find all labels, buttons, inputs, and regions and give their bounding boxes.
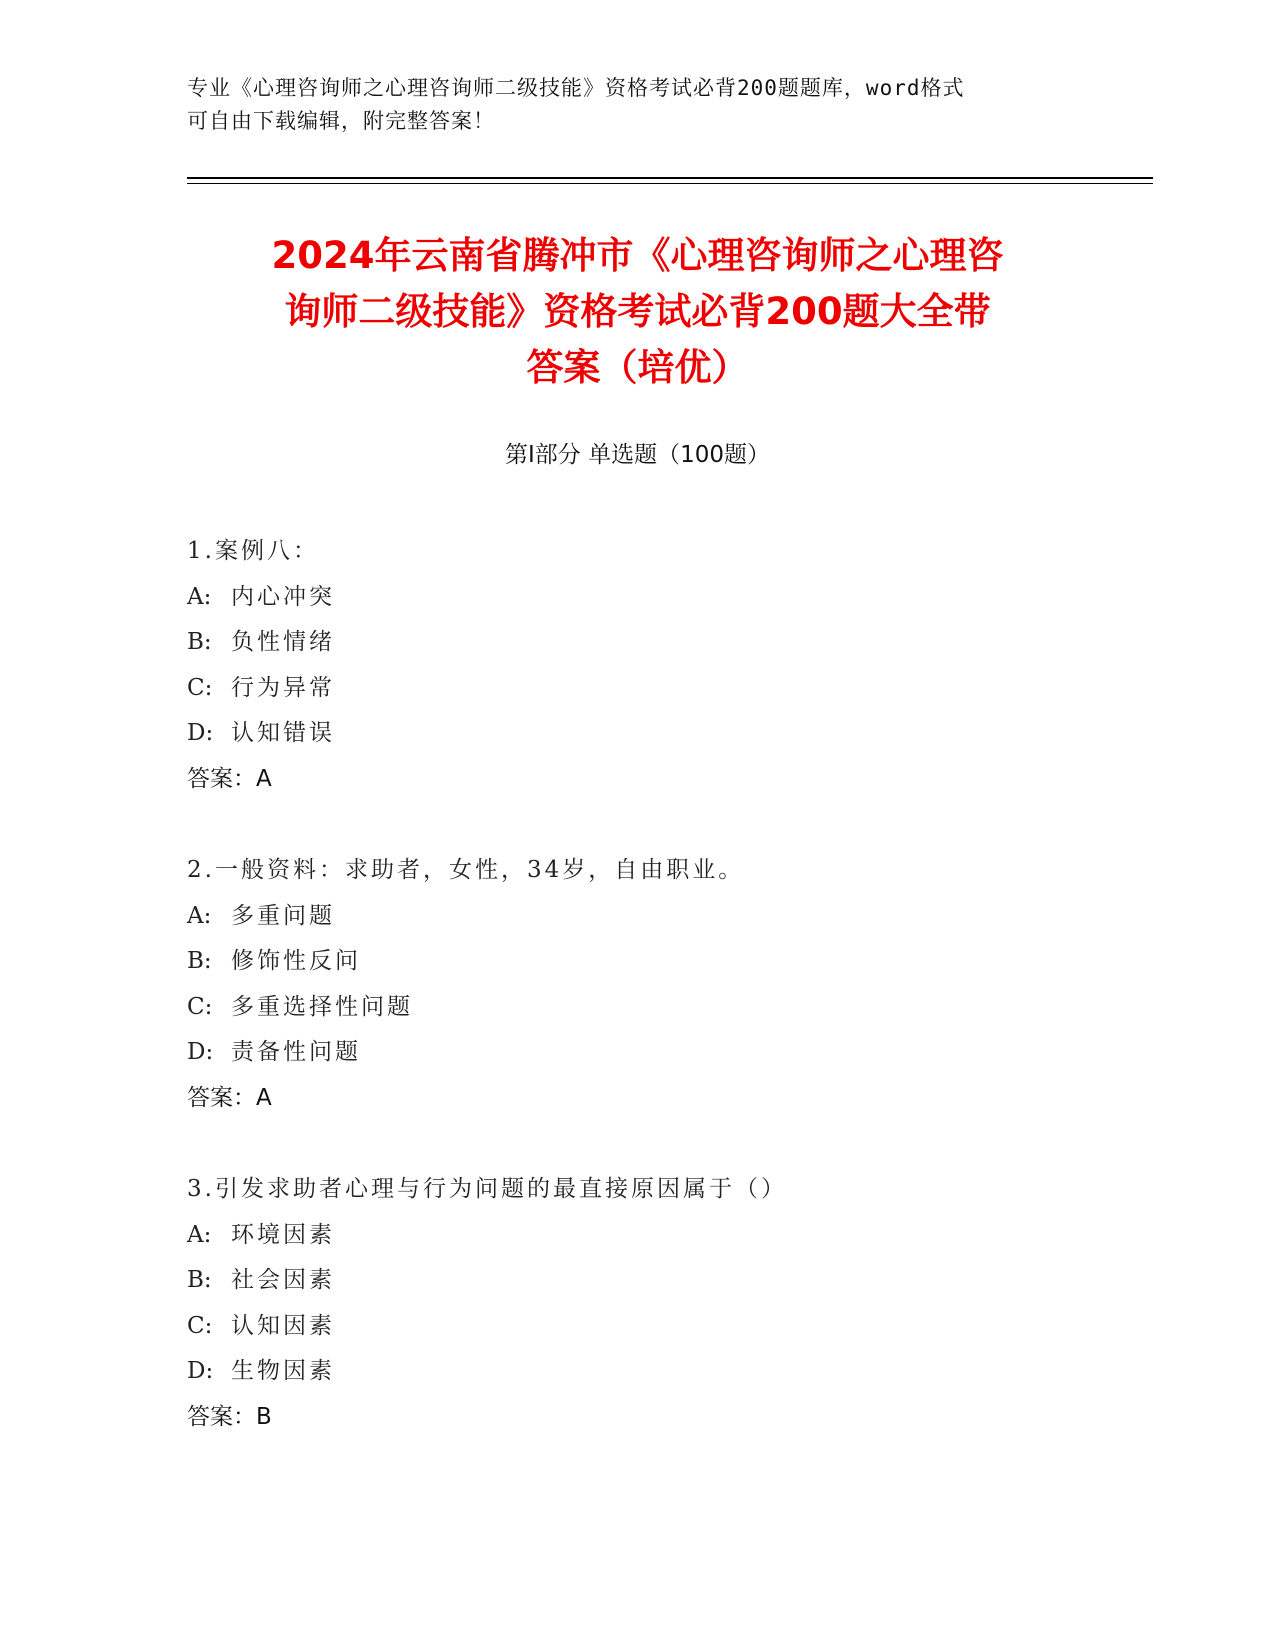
document-title-line-2: 询师二级技能》资格考试必背200题大全带 [284, 290, 991, 333]
option-letter: D: [187, 1358, 214, 1384]
option-letter: C: [187, 1312, 213, 1339]
header-note-line-2: 可自由下载编辑，附完整答案！ [187, 109, 495, 133]
option-letter: A: [187, 1221, 212, 1248]
option-text: 负性情绪 [231, 629, 335, 655]
option-c [187, 1304, 1147, 1350]
option-letter: C: [187, 993, 213, 1020]
option-a [187, 894, 1147, 940]
option-letter: D: [187, 720, 214, 746]
document-title-line-3: 答案（培优） [526, 346, 749, 389]
option-text: 环境因素 [231, 1221, 335, 1248]
option-text: 多重选择性问题 [231, 993, 413, 1020]
header-divider-thin [187, 183, 1153, 184]
question-stem: 2.一般资料：求助者，女性，34岁，自由职业。 [187, 857, 745, 883]
option-letter: D: [187, 1039, 214, 1065]
option-text: 责备性问题 [231, 1039, 361, 1065]
document-title-line-1: 2024年云南省腾冲市《心理咨询师之心理咨 [271, 234, 1004, 277]
option-text: 认知因素 [231, 1312, 335, 1339]
option-letter: B: [187, 629, 212, 655]
option-b [187, 1258, 1147, 1304]
answer-line: 答案：B [187, 1403, 272, 1430]
option-c [187, 985, 1147, 1031]
option-text: 生物因素 [231, 1358, 335, 1384]
header-note [187, 72, 1067, 138]
option-text: 社会因素 [231, 1267, 335, 1293]
option-text: 行为异常 [231, 674, 335, 701]
answer-line: 答案：A [187, 1084, 272, 1111]
answer-line: 答案：A [187, 765, 272, 792]
question-stem: 1.案例八： [187, 538, 319, 564]
question-list [187, 529, 1147, 1486]
option-letter: A: [187, 902, 212, 929]
question-item [187, 1167, 1147, 1440]
option-letter: A: [187, 583, 212, 610]
section-title: 第I部分 单选题（100题） [505, 442, 770, 468]
option-b [187, 939, 1147, 985]
option-a [187, 575, 1147, 621]
option-text: 认知错误 [231, 720, 335, 746]
option-d [187, 1349, 1147, 1395]
option-text: 修饰性反问 [231, 948, 361, 974]
option-letter: C: [187, 674, 213, 701]
question-stem: 3.引发求助者心理与行为问题的最直接原因属于（） [187, 1176, 787, 1202]
option-b [187, 620, 1147, 666]
option-d [187, 1030, 1147, 1076]
option-text: 多重问题 [231, 902, 335, 929]
header-note-line-1: 专业《心理咨询师之心理咨询师二级技能》资格考试必背200题题库，word格式 [187, 76, 965, 100]
option-letter: B: [187, 1267, 212, 1293]
option-c [187, 666, 1147, 712]
question-item [187, 848, 1147, 1121]
document-title [170, 228, 1105, 396]
question-item [187, 529, 1147, 802]
option-letter: B: [187, 948, 212, 974]
option-text: 内心冲突 [231, 583, 335, 610]
option-d [187, 711, 1147, 757]
header-divider-thick [187, 177, 1153, 179]
option-a [187, 1213, 1147, 1259]
